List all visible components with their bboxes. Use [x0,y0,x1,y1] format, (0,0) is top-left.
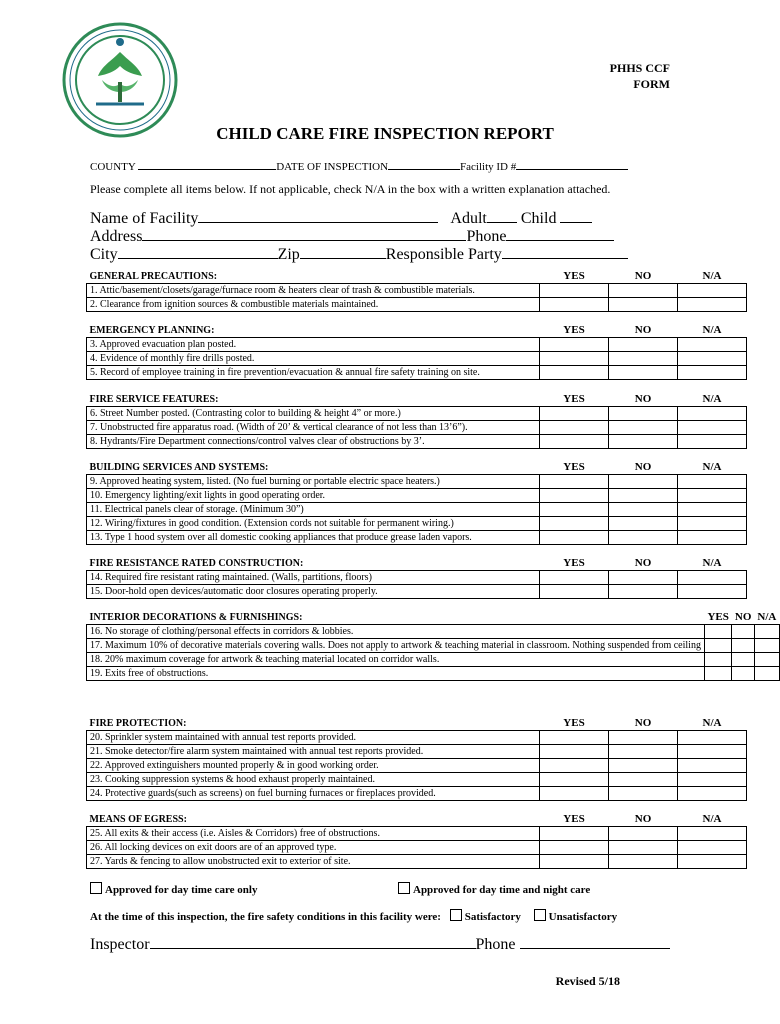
phone-label: Phone [466,228,507,245]
answer-box-na[interactable] [678,731,747,745]
approval-day-row[interactable] [90,882,257,896]
revision-note: Revised 5/18 [555,974,620,988]
zip-field[interactable] [300,244,386,259]
answer-box-no[interactable] [609,407,678,421]
table-row [87,731,747,745]
table-row [87,352,747,366]
column-header-na: N/A [702,393,722,405]
inspection-item: 4. Evidence of monthly fire drills posted. [87,352,540,366]
answer-box-yes[interactable] [540,517,609,531]
inspection-item: 21. Smoke detector/fire alarm system maintained with annual test reports provided. [87,745,540,759]
page-title: CHILD CARE FIRE INSPECTION REPORT [216,124,554,143]
inspector-phone-label: Phone [475,936,516,953]
answer-box-no[interactable] [732,653,755,667]
table-row [87,841,747,855]
answer-box-yes[interactable] [704,653,731,667]
address-label: Address [90,228,143,245]
inspection-item: 11. Electrical panels clear of storage. (Minimum 30”) [87,503,540,517]
inspection-item: 9. Approved heating system, listed. (No fuel burning or portable electric space heaters.) [87,475,540,489]
section-header-row [87,393,747,407]
department-seal [62,22,178,138]
column-header-yes: YES [563,461,585,473]
section-header-row [87,461,747,475]
answer-box-na[interactable] [678,366,747,380]
table-row [87,773,747,787]
answer-box-na[interactable] [678,435,747,449]
answer-box-na[interactable] [754,653,779,667]
column-header-yes: YES [563,557,585,569]
column-header-no: NO [634,813,652,825]
answer-box-no[interactable] [732,639,755,653]
county-label: COUNTY [90,161,136,173]
answer-box-na[interactable] [678,855,747,869]
inspection-item: 17. Maximum 10% of decorative materials covering walls. Does not apply to artwork & teaching material in classroom. Nothing suspended from ceiling [87,639,705,653]
answer-box-na[interactable] [678,298,747,312]
city-label: City [90,246,118,263]
table-row [87,827,747,841]
answer-box-no[interactable] [609,352,678,366]
section-table [86,461,747,545]
answer-box-no[interactable] [609,338,678,352]
answer-box-yes[interactable] [540,421,609,435]
date-label: DATE OF INSPECTION [276,161,389,173]
responsible-field[interactable] [502,244,628,259]
table-row [87,435,747,449]
section-title: INTERIOR DECORATIONS & FURNISHINGS: [89,612,303,623]
answer-box-na[interactable] [678,787,747,801]
column-header-na: N/A [702,717,722,729]
table-row [87,517,747,531]
adult-label: Adult [450,210,487,227]
conditions-row [90,909,617,923]
inspector-field[interactable] [150,934,476,949]
answer-box-no[interactable] [609,745,678,759]
inspector-phone-field[interactable] [520,934,670,949]
answer-box-na[interactable] [678,503,747,517]
section-table [86,393,747,449]
answer-box-na[interactable] [678,352,747,366]
date-field[interactable] [388,158,460,170]
facility-name-row [90,208,592,228]
section-title: GENERAL PRECAUTIONS: [89,271,218,282]
instructions: Please complete all items below. If not applicable, check N/A in the box with a written explanation attached. [90,182,611,196]
answer-box-no[interactable] [732,625,755,639]
column-header-na: N/A [702,270,722,282]
inspection-item: 10. Emergency lighting/exit lights in good operating order. [87,489,540,503]
column-header-na: N/A [702,813,722,825]
inspector-label: Inspector [90,936,150,953]
table-row [87,489,747,503]
table-row [87,284,747,298]
answer-box-yes[interactable] [540,366,609,380]
facility-id-field[interactable] [516,158,628,170]
answer-box-yes[interactable] [540,745,609,759]
column-header-yes: YES [563,393,585,405]
table-row [87,298,747,312]
answer-box-no[interactable] [609,841,678,855]
table-row [87,531,747,545]
zip-label: Zip [277,246,300,263]
table-row [87,759,747,773]
column-header-na: N/A [702,324,722,336]
answer-box-no[interactable] [609,475,678,489]
child-label: Child [520,210,557,227]
answer-box-yes[interactable] [540,841,609,855]
answer-box-yes[interactable] [540,298,609,312]
column-header-na: N/A [757,611,777,623]
inspection-item: 26. All locking devices on exit doors are of an approved type. [87,841,540,855]
inspection-item: 2. Clearance from ignition sources & combustible materials maintained. [87,298,540,312]
column-header-no: NO [634,717,652,729]
answer-box-yes[interactable] [540,855,609,869]
answer-box-na[interactable] [754,625,779,639]
answer-box-yes[interactable] [540,352,609,366]
column-header-no: NO [634,324,652,336]
inspection-item: 24. Protective guards(such as screens) on fuel burning furnaces or fireplaces provided. [87,787,540,801]
child-field[interactable] [560,208,592,223]
answer-box-na[interactable] [678,475,747,489]
table-row [87,421,747,435]
answer-box-yes[interactable] [540,731,609,745]
adult-field[interactable] [487,208,517,223]
city-row [90,244,628,264]
form-code [610,60,670,92]
section-header-row [87,611,780,625]
facility-name-field[interactable] [198,208,438,223]
answer-box-no[interactable] [609,759,678,773]
answer-box-na[interactable] [678,585,747,599]
answer-box-na[interactable] [754,639,779,653]
unsatisfactory-checkbox[interactable] [534,909,546,921]
answer-box-no[interactable] [609,435,678,449]
inspection-item: 25. All exits & their access (i.e. Aisles & Corridors) free of obstructions. [87,827,540,841]
answer-box-yes[interactable] [540,531,609,545]
address-field[interactable] [142,226,466,241]
unsatisfactory-label: Unsatisfactory [548,911,618,923]
table-row [87,366,747,380]
answer-box-yes[interactable] [540,407,609,421]
column-header-no: NO [634,270,652,282]
answer-box-no[interactable] [609,855,678,869]
answer-box-yes[interactable] [540,338,609,352]
section-title: MEANS OF EGRESS: [89,814,187,825]
answer-box-na[interactable] [678,338,747,352]
inspection-item: 8. Hydrants/Fire Department connections/control valves clear of obstructions by 3’. [87,435,540,449]
answer-box-yes[interactable] [540,759,609,773]
answer-box-no[interactable] [609,827,678,841]
table-row [87,503,747,517]
column-header-yes: YES [563,324,585,336]
answer-box-na[interactable] [678,421,747,435]
section-header-row [87,717,747,731]
conditions-prompt: At the time of this inspection, the fire safety conditions in this facility were: [90,911,441,923]
section-table [86,270,747,312]
section-title: EMERGENCY PLANNING: [89,325,215,336]
answer-box-na[interactable] [678,759,747,773]
answer-box-no[interactable] [609,503,678,517]
column-header-yes: YES [563,813,585,825]
section-table [86,324,747,380]
section-header-row [87,270,747,284]
inspection-item: 12. Wiring/fixtures in good condition. (Extension cords not suitable for permanent wiring.) [87,517,540,531]
table-row [87,475,747,489]
section-header-row [87,324,747,338]
answer-box-na[interactable] [678,827,747,841]
table-row [87,338,747,352]
approval-day-label: Approved for day time care only [105,884,258,896]
column-header-yes: YES [707,611,729,623]
inspection-item: 14. Required fire resistant rating maintained. (Walls, partitions, floors) [87,571,540,585]
answer-box-no[interactable] [609,284,678,298]
answer-box-yes[interactable] [540,773,609,787]
column-header-no: NO [634,393,652,405]
info-line [90,158,628,173]
inspection-item: 7. Unobstructed fire apparatus road. (Width of 20’ & vertical clearance of not less than 13’6”). [87,421,540,435]
answer-box-no[interactable] [609,773,678,787]
section-header-row [87,557,747,571]
inspection-item: 16. No storage of clothing/personal effects in corridors & lobbies. [87,625,705,639]
answer-box-yes[interactable] [540,571,609,585]
answer-box-no[interactable] [609,298,678,312]
table-row [87,571,747,585]
answer-box-no[interactable] [609,787,678,801]
column-header-yes: YES [563,717,585,729]
form-code-line1: PHHS CCF [609,61,670,75]
inspection-item: 19. Exits free of obstructions. [87,667,705,681]
facility-name-label: Name of Facility [90,210,199,227]
approval-day-night-label: Approved for day time and night care [413,884,591,896]
section-title: FIRE RESISTANCE RATED CONSTRUCTION: [89,558,304,569]
answer-box-na[interactable] [678,571,747,585]
section-header-row [87,813,747,827]
approval-day-night-checkbox[interactable] [398,882,410,894]
facility-id-label: Facility ID # [460,161,517,173]
inspection-item: 6. Street Number posted. (Contrasting color to building & height 4” or more.) [87,407,540,421]
table-row [87,407,747,421]
satisfactory-checkbox[interactable] [450,909,462,921]
table-row [87,855,747,869]
column-header-no: NO [734,611,752,623]
answer-box-yes[interactable] [540,827,609,841]
inspection-item: 27. Yards & fencing to allow unobstructed exit to exterior of site. [87,855,540,869]
answer-box-no[interactable] [732,667,755,681]
address-row [90,226,614,246]
table-row [87,667,780,681]
answer-box-no[interactable] [609,489,678,503]
phone-field[interactable] [506,226,614,241]
answer-box-yes[interactable] [704,639,731,653]
answer-box-no[interactable] [609,731,678,745]
county-field[interactable] [138,158,276,170]
answer-box-yes[interactable] [540,787,609,801]
answer-box-no[interactable] [609,531,678,545]
table-row [87,639,780,653]
inspection-item: 15. Door-hold open devices/automatic door closures operating properly. [87,585,540,599]
answer-box-na[interactable] [678,407,747,421]
satisfactory-label: Satisfactory [464,911,521,923]
section-title: FIRE PROTECTION: [89,718,187,729]
answer-box-no[interactable] [609,571,678,585]
answer-box-no[interactable] [609,421,678,435]
section-table [86,813,747,869]
answer-box-no[interactable] [609,517,678,531]
inspection-item: 22. Approved extinguishers mounted properly & in good working order. [87,759,540,773]
table-row [87,625,780,639]
answer-box-na[interactable] [678,531,747,545]
section-table [86,717,747,801]
answer-box-yes[interactable] [704,667,731,681]
inspection-item: 3. Approved evacuation plan posted. [87,338,540,352]
answer-box-na[interactable] [678,517,747,531]
answer-box-yes[interactable] [540,585,609,599]
answer-box-yes[interactable] [540,284,609,298]
inspection-item: 23. Cooking suppression systems & hood exhaust properly maintained. [87,773,540,787]
section-title: BUILDING SERVICES AND SYSTEMS: [89,462,269,473]
form-code-line2: FORM [633,77,670,91]
inspection-item: 18. 20% maximum coverage for artwork & teaching material located on corridor walls. [87,653,705,667]
section-title: FIRE SERVICE FEATURES: [89,394,219,405]
table-row [87,787,747,801]
inspection-item: 20. Sprinkler system maintained with annual test reports provided. [87,731,540,745]
answer-box-na[interactable] [678,773,747,787]
answer-box-yes[interactable] [540,435,609,449]
approval-day-checkbox[interactable] [90,882,102,894]
inspection-item: 1. Attic/basement/closets/garage/furnace room & heaters clear of trash & combustible materials. [87,284,540,298]
section-table [86,557,747,599]
answer-box-yes[interactable] [704,625,731,639]
answer-box-no[interactable] [609,366,678,380]
table-row [87,653,780,667]
answer-box-yes[interactable] [540,489,609,503]
inspector-row [90,934,670,954]
table-row [87,745,747,759]
approval-day-night-row[interactable] [398,882,590,896]
section-table [86,611,780,681]
answer-box-yes[interactable] [540,475,609,489]
inspection-item: 5. Record of employee training in fire prevention/evacuation & annual fire safety training on site. [87,366,540,380]
column-header-na: N/A [702,461,722,473]
column-header-no: NO [634,461,652,473]
answer-box-yes[interactable] [540,503,609,517]
answer-box-na[interactable] [754,667,779,681]
city-field[interactable] [118,244,278,259]
answer-box-na[interactable] [678,489,747,503]
responsible-label: Responsible Party [385,246,502,263]
column-header-na: N/A [702,557,722,569]
table-row [87,585,747,599]
inspection-item: 13. Type 1 hood system over all domestic cooking appliances that produce grease laden vapors. [87,531,540,545]
answer-box-na[interactable] [678,284,747,298]
column-header-no: NO [634,557,652,569]
column-header-yes: YES [563,270,585,282]
answer-box-na[interactable] [678,841,747,855]
answer-box-no[interactable] [609,585,678,599]
answer-box-na[interactable] [678,745,747,759]
